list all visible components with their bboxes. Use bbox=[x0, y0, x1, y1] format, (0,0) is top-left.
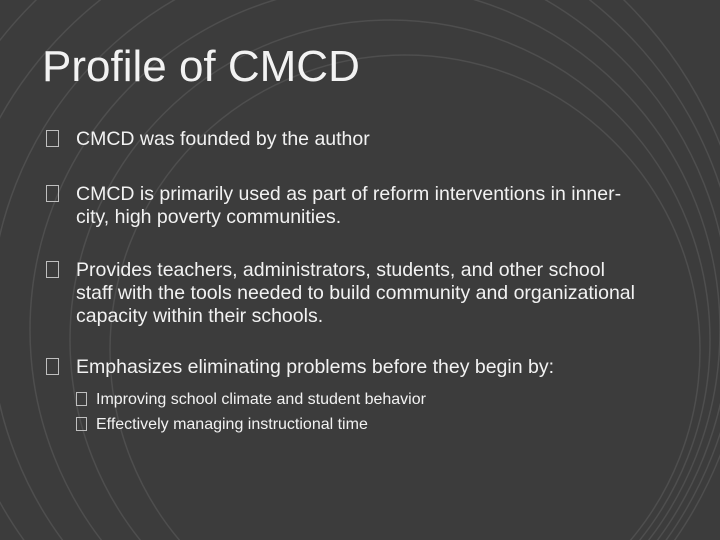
bullet-item bbox=[46, 259, 646, 328]
bullet-marker-icon bbox=[46, 358, 59, 375]
sub-bullet-item bbox=[76, 412, 646, 437]
bullet-text: Emphasizes eliminating problems before they begin by: bbox=[76, 356, 555, 378]
sub-bullet-text: Improving school climate and student behavior bbox=[96, 391, 426, 408]
bullet-text: CMCD was founded by the author bbox=[76, 128, 370, 150]
bullet-marker-icon bbox=[46, 130, 59, 147]
slide-title: Profile of CMCD bbox=[42, 42, 360, 91]
bullet-text: Provides teachers, administrators, students, and other school staff with the tools needed to build community and organizational capacity within their schools. bbox=[76, 259, 635, 327]
bullet-text: CMCD is primarily used as part of reform interventions in inner-city, high poverty communities. bbox=[76, 183, 622, 228]
sub-bullet-list bbox=[76, 387, 646, 437]
bullet-item bbox=[46, 183, 646, 229]
bullet-list bbox=[46, 128, 646, 437]
sub-bullet-marker-icon bbox=[76, 392, 87, 406]
bullet-marker-icon bbox=[46, 261, 59, 278]
bullet-item bbox=[46, 356, 646, 437]
sub-bullet-text: Effectively managing instructional time bbox=[96, 416, 368, 433]
bullet-marker-icon bbox=[46, 185, 59, 202]
sub-bullet-item bbox=[76, 387, 646, 412]
sub-bullet-marker-icon bbox=[76, 417, 87, 431]
bullet-item bbox=[46, 128, 646, 151]
